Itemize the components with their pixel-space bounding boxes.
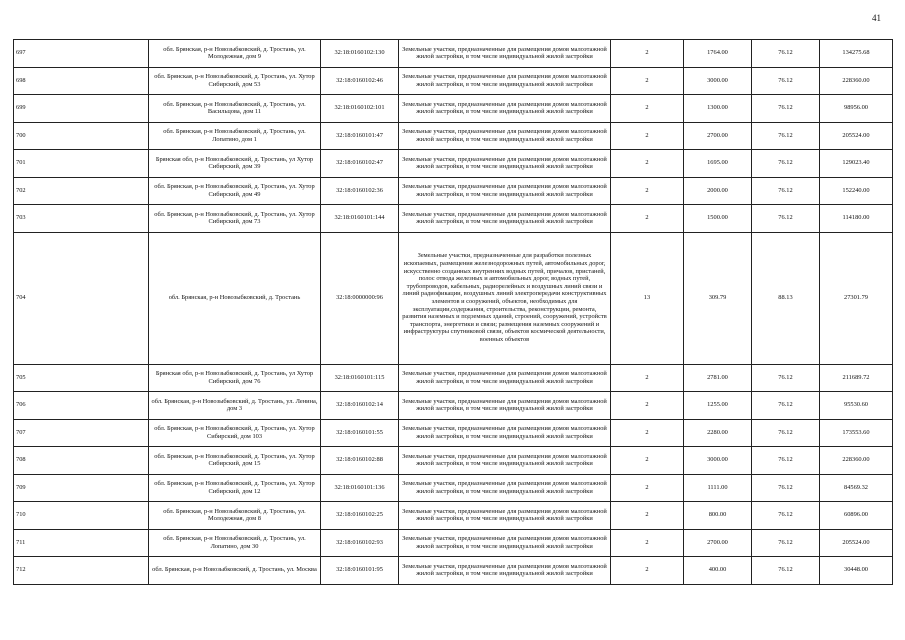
- address-cell: обл. Брянская, р-н Новозыбковский, д. Тростань, ул. Ленина, дом 3: [149, 392, 321, 420]
- address-cell: обл. Брянская, р-н Новозыбковский, д. Тростань, ул. Лопатино, дом 1: [149, 122, 321, 150]
- specific-value-cell: 76.12: [752, 205, 820, 233]
- specific-value-cell: 76.12: [752, 474, 820, 502]
- row-number: 700: [14, 122, 149, 150]
- area-cell: 2000.00: [684, 177, 752, 205]
- cadastral-number-cell: 32:18:0160102:47: [321, 150, 399, 178]
- area-cell: 2700.00: [684, 122, 752, 150]
- address-cell: обл. Брянская, р-н Новозыбковский, д. Тростань: [149, 232, 321, 364]
- table-row: [14, 502, 893, 530]
- area-cell: 1500.00: [684, 205, 752, 233]
- row-number: 712: [14, 557, 149, 585]
- land-use-cell: Земельные участки, предназначенные для размещения домов малоэтажной жилой застройки, в том числе индивидуальной жилой застройки: [399, 40, 611, 68]
- row-number: 711: [14, 529, 149, 557]
- cadastral-number-cell: 32:18:0160101:95: [321, 557, 399, 585]
- row-number: 697: [14, 40, 149, 68]
- table-row: [14, 67, 893, 95]
- table-row: [14, 474, 893, 502]
- address-cell: обл. Брянская, р-н Новозыбковский, д. Тростань, ул. Лопатино, дом 30: [149, 529, 321, 557]
- land-use-cell: Земельные участки, предназначенные для размещения домов малоэтажной жилой застройки, в том числе индивидуальной жилой застройки: [399, 364, 611, 392]
- cadastral-number-cell: 32:18:0160102:46: [321, 67, 399, 95]
- address-cell: обл. Брянская, р-н Новозыбковский, д. Тростань, ул. Хутор Сибирский, дом 53: [149, 67, 321, 95]
- specific-value-cell: 76.12: [752, 392, 820, 420]
- cadastral-number-cell: 32:18:0160102:88: [321, 447, 399, 475]
- specific-value-cell: 76.12: [752, 419, 820, 447]
- group-number-cell: 2: [611, 150, 684, 178]
- address-cell: обл. Брянская, р-н Новозыбковский, д. Тростань, ул. Хутор Сибирский, дом 15: [149, 447, 321, 475]
- table-row: [14, 122, 893, 150]
- cadastral-number-cell: 32:18:0160102:36: [321, 177, 399, 205]
- land-use-cell: Земельные участки, предназначенные для размещения домов малоэтажной жилой застройки, в том числе индивидуальной жилой застройки: [399, 150, 611, 178]
- row-number: 709: [14, 474, 149, 502]
- cadastral-value-cell: 95530.60: [820, 392, 893, 420]
- area-cell: 1764.00: [684, 40, 752, 68]
- cadastral-value-cell: 228360.00: [820, 447, 893, 475]
- row-number: 704: [14, 232, 149, 364]
- cadastral-value-table: [13, 39, 893, 585]
- address-cell: обл. Брянская, р-н Новозыбковский, д. Тростань, ул. Хутор Сибирский, дом 12: [149, 474, 321, 502]
- area-cell: 400.00: [684, 557, 752, 585]
- table-row: [14, 95, 893, 123]
- specific-value-cell: 76.12: [752, 502, 820, 530]
- table-row: [14, 529, 893, 557]
- land-use-cell: Земельные участки, предназначенные для размещения домов малоэтажной жилой застройки, в том числе индивидуальной жилой застройки: [399, 529, 611, 557]
- cadastral-number-cell: 32:18:0160101:144: [321, 205, 399, 233]
- land-use-cell: Земельные участки, предназначенные для размещения домов малоэтажной жилой застройки, в том числе индивидуальной жилой застройки: [399, 502, 611, 530]
- group-number-cell: 13: [611, 232, 684, 364]
- cadastral-number-cell: 32:18:0160102:14: [321, 392, 399, 420]
- row-number: 699: [14, 95, 149, 123]
- cadastral-value-cell: 30448.00: [820, 557, 893, 585]
- land-use-cell: Земельные участки, предназначенные для размещения домов малоэтажной жилой застройки, в том числе индивидуальной жилой застройки: [399, 447, 611, 475]
- address-cell: обл. Брянская, р-н Новозыбковский, д. Тростань, ул. Хутор Сибирский, дом 49: [149, 177, 321, 205]
- cadastral-number-cell: 32:18:0000000:96: [321, 232, 399, 364]
- page-number: 41: [872, 13, 881, 23]
- group-number-cell: 2: [611, 40, 684, 68]
- address-cell: Брянская обл, р-н Новозыбковский, д. Тростань, ул Хутор Сибирский, дом 39: [149, 150, 321, 178]
- area-cell: 2280.00: [684, 419, 752, 447]
- specific-value-cell: 76.12: [752, 364, 820, 392]
- cadastral-value-cell: 173553.60: [820, 419, 893, 447]
- cadastral-value-cell: 60896.00: [820, 502, 893, 530]
- group-number-cell: 2: [611, 364, 684, 392]
- cadastral-number-cell: 32:18:0160101:136: [321, 474, 399, 502]
- row-number: 705: [14, 364, 149, 392]
- cadastral-number-cell: 32:18:0160102:25: [321, 502, 399, 530]
- group-number-cell: 2: [611, 502, 684, 530]
- area-cell: 1300.00: [684, 95, 752, 123]
- area-cell: 3000.00: [684, 67, 752, 95]
- area-cell: 2700.00: [684, 529, 752, 557]
- table-row: [14, 40, 893, 68]
- land-use-cell: Земельные участки, предназначенные для размещения домов малоэтажной жилой застройки, в том числе индивидуальной жилой застройки: [399, 474, 611, 502]
- table-row: [14, 232, 893, 364]
- area-cell: 1255.00: [684, 392, 752, 420]
- table-row: [14, 150, 893, 178]
- land-use-cell: Земельные участки, предназначенные для размещения домов малоэтажной жилой застройки, в том числе индивидуальной жилой застройки: [399, 177, 611, 205]
- address-cell: обл. Брянская, р-н Новозыбковский, д. Тростань, ул. Хутор Сибирский, дом 103: [149, 419, 321, 447]
- group-number-cell: 2: [611, 95, 684, 123]
- table-row: [14, 419, 893, 447]
- specific-value-cell: 76.12: [752, 529, 820, 557]
- address-cell: Брянская обл, р-н Новозыбковский, д. Тростань, ул Хутор Сибирский, дом 76: [149, 364, 321, 392]
- specific-value-cell: 76.12: [752, 150, 820, 178]
- land-use-cell: Земельные участки, предназначенные для размещения домов малоэтажной жилой застройки, в том числе индивидуальной жилой застройки: [399, 557, 611, 585]
- cadastral-value-cell: 152240.00: [820, 177, 893, 205]
- table-row: [14, 205, 893, 233]
- cadastral-number-cell: 32:18:0160101:115: [321, 364, 399, 392]
- cadastral-number-cell: 32:18:0160102:130: [321, 40, 399, 68]
- specific-value-cell: 76.12: [752, 447, 820, 475]
- area-cell: 1111.00: [684, 474, 752, 502]
- land-use-cell: Земельные участки, предназначенные для размещения домов малоэтажной жилой застройки, в том числе индивидуальной жилой застройки: [399, 205, 611, 233]
- cadastral-value-cell: 228360.00: [820, 67, 893, 95]
- row-number: 701: [14, 150, 149, 178]
- land-use-cell: Земельные участки, предназначенные для размещения домов малоэтажной жилой застройки, в том числе индивидуальной жилой застройки: [399, 392, 611, 420]
- row-number: 703: [14, 205, 149, 233]
- cadastral-value-cell: 134275.68: [820, 40, 893, 68]
- cadastral-value-cell: 27301.79: [820, 232, 893, 364]
- table-row: [14, 177, 893, 205]
- specific-value-cell: 76.12: [752, 40, 820, 68]
- cadastral-value-cell: 129023.40: [820, 150, 893, 178]
- row-number: 710: [14, 502, 149, 530]
- group-number-cell: 2: [611, 557, 684, 585]
- group-number-cell: 2: [611, 419, 684, 447]
- area-cell: 3000.00: [684, 447, 752, 475]
- group-number-cell: 2: [611, 177, 684, 205]
- address-cell: обл. Брянская, р-н Новозыбковский, д. Тростань, ул. Молодежная, дом 8: [149, 502, 321, 530]
- area-cell: 1695.00: [684, 150, 752, 178]
- land-use-cell: Земельные участки, предназначенные для разработки полезных ископаемых, размещения железнодорожных путей, автомобильных дорог, искусственно созданных внутренних водных путей, причалов, пристаней, полос отвода железных и автомобильных дорог, водных путей, трубопроводов, кабельных, радиорелейных и воздушных линий связи и линий радиофикации, воздушных линий электропередачи конструктивных элементов и сооружений, объектов, необходимых для эксплуатации,содержания, строительства, реконструкции, ремонта, развития наземных и подземных зданий, строений, сооружений, устройств транспорта, энергетики и связи; размещения наземных сооружений и инфраструктуры спутниковой связи, объектов космической деятельности, военных объектов: [399, 232, 611, 364]
- cadastral-number-cell: 32:18:0160102:101: [321, 95, 399, 123]
- cadastral-number-cell: 32:18:0160101:47: [321, 122, 399, 150]
- row-number: 707: [14, 419, 149, 447]
- specific-value-cell: 76.12: [752, 122, 820, 150]
- cadastral-value-cell: 84569.32: [820, 474, 893, 502]
- cadastral-value-cell: 98956.00: [820, 95, 893, 123]
- specific-value-cell: 76.12: [752, 557, 820, 585]
- row-number: 708: [14, 447, 149, 475]
- group-number-cell: 2: [611, 122, 684, 150]
- address-cell: обл. Брянская, р-н Новозыбковский, д. Тростань, ул. Москва: [149, 557, 321, 585]
- address-cell: обл. Брянская, р-н Новозыбковский, д. Тростань, ул. Хутор Сибирский, дом 73: [149, 205, 321, 233]
- land-use-cell: Земельные участки, предназначенные для размещения домов малоэтажной жилой застройки, в том числе индивидуальной жилой застройки: [399, 67, 611, 95]
- table-row: [14, 557, 893, 585]
- cadastral-value-cell: 211689.72: [820, 364, 893, 392]
- cadastral-value-cell: 205524.00: [820, 529, 893, 557]
- group-number-cell: 2: [611, 474, 684, 502]
- group-number-cell: 2: [611, 392, 684, 420]
- land-use-cell: Земельные участки, предназначенные для размещения домов малоэтажной жилой застройки, в том числе индивидуальной жилой застройки: [399, 122, 611, 150]
- group-number-cell: 2: [611, 67, 684, 95]
- address-cell: обл. Брянская, р-н Новозыбковский, д. Тростань, ул. Молодежная, дом 9: [149, 40, 321, 68]
- specific-value-cell: 88.13: [752, 232, 820, 364]
- table-row: [14, 447, 893, 475]
- address-cell: обл. Брянская, р-н Новозыбковский, д. Тростань, ул. Васильцова, дом 11: [149, 95, 321, 123]
- land-use-cell: Земельные участки, предназначенные для размещения домов малоэтажной жилой застройки, в том числе индивидуальной жилой застройки: [399, 95, 611, 123]
- table-row: [14, 392, 893, 420]
- specific-value-cell: 76.12: [752, 95, 820, 123]
- row-number: 702: [14, 177, 149, 205]
- cadastral-number-cell: 32:18:0160101:55: [321, 419, 399, 447]
- row-number: 698: [14, 67, 149, 95]
- area-cell: 2781.00: [684, 364, 752, 392]
- area-cell: 800.00: [684, 502, 752, 530]
- group-number-cell: 2: [611, 447, 684, 475]
- specific-value-cell: 76.12: [752, 67, 820, 95]
- cadastral-value-cell: 205524.00: [820, 122, 893, 150]
- cadastral-number-cell: 32:18:0160102:93: [321, 529, 399, 557]
- area-cell: 309.79: [684, 232, 752, 364]
- row-number: 706: [14, 392, 149, 420]
- land-use-cell: Земельные участки, предназначенные для размещения домов малоэтажной жилой застройки, в том числе индивидуальной жилой застройки: [399, 419, 611, 447]
- group-number-cell: 2: [611, 205, 684, 233]
- group-number-cell: 2: [611, 529, 684, 557]
- specific-value-cell: 76.12: [752, 177, 820, 205]
- cadastral-value-cell: 114180.00: [820, 205, 893, 233]
- table-row: [14, 364, 893, 392]
